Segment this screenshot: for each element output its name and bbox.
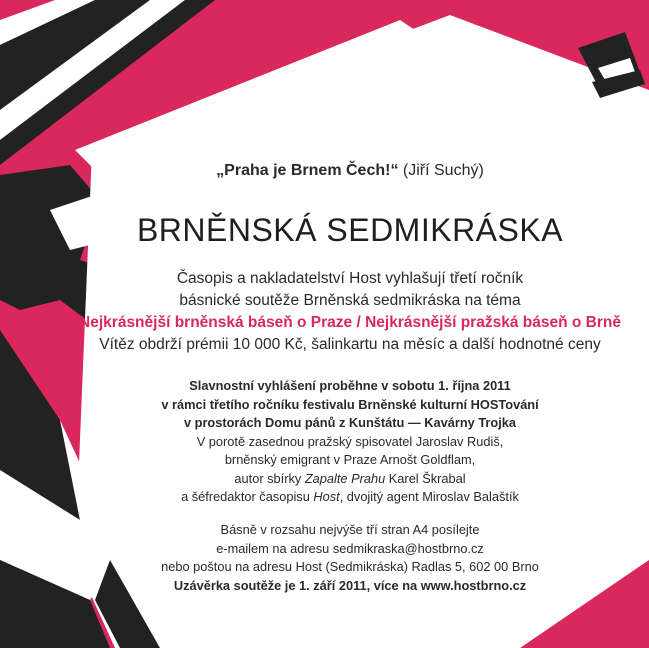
jury-line-4-pre: a šéfredaktor časopisu (181, 489, 314, 504)
jury-line-3-post: Karel Škrabal (385, 470, 466, 486)
intro-line-2: básnické soutěže Brněnská sedmikráska na téma (179, 292, 521, 309)
intro-line-1: Časopis a nakladatelství Host vyhlašují třetí ročník (176, 270, 524, 287)
quote-text: „Praha je Brnem Čech!“ (216, 162, 399, 179)
jury-line-1: V porotě zasednou pražský spisovatel Jaroslav Rudiš, (196, 433, 504, 449)
jury-line-4-post: , dvojitý agent Miroslav Balaštík (339, 489, 519, 504)
jury-line-3-pre: autor sbírky (234, 470, 305, 486)
magazine-title: Host (313, 489, 340, 504)
announcement-line-3: v prostorách Domu pánů z Kunštátu — Kavárny Trojka (183, 415, 517, 430)
poster-content (70, 0, 630, 648)
book-title: Zapalte Prahu (304, 470, 386, 486)
announcement-line-1: Slavnostní vyhlášení proběhne v sobotu 1. října 2011 (189, 378, 511, 393)
intro (70, 268, 630, 356)
jury-line-3 (70, 470, 630, 489)
deadline-line: Uzávěrka soutěže je 1. září 2011, více na www.hostbrno.cz (173, 577, 527, 593)
contact (70, 521, 630, 595)
jury-line-4 (70, 488, 630, 507)
quote-author: (Jiří Suchý) (402, 162, 484, 179)
page-title: BRNĚNSKÁ SEDMIKRÁSKA (136, 212, 564, 248)
contact-line-1: Básně v rozsahu nejvýše tří stran A4 posílejte (220, 522, 480, 537)
contact-address-line: nebo poštou na adresu Host (Sedmikráska) Radlas 5, 602 00 Brno (161, 559, 539, 574)
announcement-line-2: v rámci třetího ročníku festivalu Brněnské kulturní HOSTování (161, 396, 539, 412)
prize-line: Vítěz obdrží prémii 10 000 Kč, šalinkartu na měsíc a další hodnotné ceny (99, 336, 601, 353)
quote (70, 162, 630, 180)
details (70, 377, 630, 507)
contact-email-line: e-mailem na adresu sedmikraska@hostbrno.cz (216, 540, 484, 556)
jury-line-2: brněnský emigrant v Praze Arnošt Goldflam, (224, 452, 476, 467)
competition-topic: Nejkrásnější brněnská báseň o Praze / Nejkrásnější pražská báseň o Brně (79, 314, 621, 331)
